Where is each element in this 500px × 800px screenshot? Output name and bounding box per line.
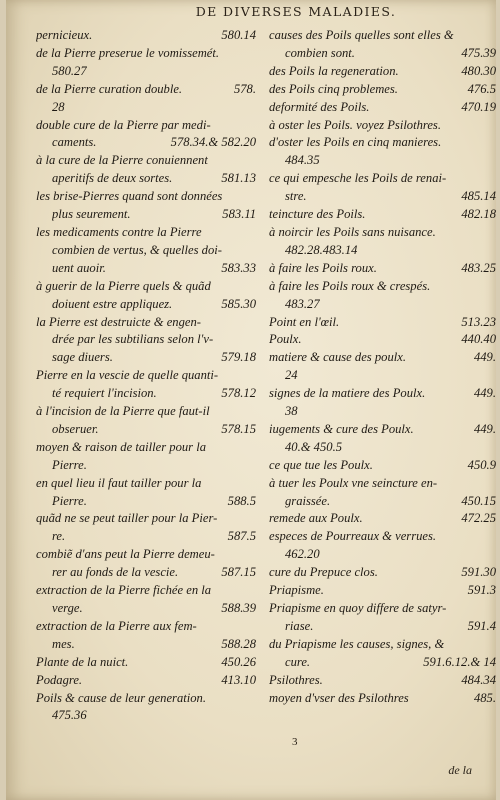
page-reference: 587.15 (221, 565, 256, 580)
index-entry-line (269, 636, 496, 654)
index-entry-line (36, 27, 256, 45)
index-entry-line (269, 331, 496, 349)
index-entry-line (269, 403, 496, 421)
entry-text: re. (52, 529, 66, 544)
entry-text: pernicieux. (36, 28, 93, 42)
index-entry-line (36, 618, 256, 636)
entry-text: 462.20 (285, 547, 320, 562)
index-entry-line (36, 385, 256, 403)
entry-text: à l'incision de la Pierre que faut-il (36, 404, 210, 419)
index-entry-line (269, 296, 496, 314)
entry-text: verge. (52, 601, 83, 615)
entry-text: ce qui empesche les Poils de renai- (269, 171, 447, 186)
index-entry-line (36, 475, 256, 493)
index-entry (269, 117, 496, 135)
entry-text: Point en l'œil. (269, 314, 340, 329)
index-entry-line (36, 403, 256, 421)
index-entry-line (269, 493, 496, 511)
index-entry-line (36, 636, 256, 654)
page-reference: 591.30 (461, 565, 496, 580)
entry-text: sage diuers. (52, 350, 113, 365)
entry-text: à la cure de la Pierre conuiennent (36, 153, 208, 168)
entry-text: à oster les Poils. voyez Psilothres. (269, 117, 441, 132)
entry-text: uent auoir. (52, 260, 106, 275)
index-entry-line (269, 152, 496, 170)
entry-text: deformité des Poils. (269, 99, 370, 114)
entry-text: moyen d'vser des Psilothres (269, 690, 409, 705)
entry-text: Pierre. (52, 493, 87, 508)
index-entry (269, 278, 496, 314)
entry-text: extraction de la Pierre fichée en la (36, 583, 212, 598)
entry-text: cure. (285, 654, 311, 669)
page-reference: 591.6.12.& 14 (423, 654, 496, 669)
entry-text: à noircir les Poils sans nuisance. (269, 224, 436, 239)
entry-text: la Pierre est destruicte & engen- (36, 314, 201, 329)
index-entry-line (36, 582, 256, 600)
entry-text: 28 (52, 99, 65, 114)
entry-text: des Poils la regeneration. (269, 63, 399, 78)
index-entry-line (36, 296, 256, 314)
entry-text: drée par les subtilians selon l'v- (52, 332, 214, 347)
entry-text: Priapisme en quoy differe de satyr- (269, 601, 447, 615)
index-entry (36, 690, 256, 726)
index-entry (36, 582, 256, 618)
index-column-left (36, 27, 256, 725)
page-reference: 413.10 (221, 672, 256, 687)
page-reference: 485.14 (461, 189, 496, 204)
index-entry (269, 349, 496, 385)
page-reference: 482.18 (461, 207, 496, 222)
entry-text: Pierre en la vescie de quelle quanti- (36, 368, 219, 383)
index-entry (36, 278, 256, 314)
index-entry-line (269, 349, 496, 367)
entry-text: caments. (52, 135, 97, 150)
entry-text: 483.27 (285, 296, 320, 311)
entry-text: remede aux Poulx. (269, 511, 363, 526)
entry-text: causes des Poils quelles sont elles & (269, 28, 454, 42)
index-entry (36, 403, 256, 439)
entry-text: 38 (285, 404, 298, 419)
page-reference: 578.12 (221, 386, 256, 401)
index-entry-line (269, 582, 496, 600)
index-entry (36, 45, 256, 81)
index-entry-line (36, 224, 256, 242)
index-entry-line (36, 278, 256, 296)
index-entry (269, 600, 496, 636)
index-entry-line (36, 314, 256, 332)
index-entry-line (36, 367, 256, 385)
entry-text: moyen & raison de tailler pour la (36, 439, 207, 454)
entry-text: des Poils cinq problemes. (269, 81, 398, 96)
entry-text: 24 (285, 368, 298, 383)
entry-text: 484.35 (285, 153, 320, 168)
index-entry (269, 224, 496, 260)
entry-text: 580.27 (52, 63, 87, 78)
page-reference: 578.15 (221, 421, 256, 436)
entry-text: Priapisme. (269, 583, 324, 598)
index-entry-line (36, 707, 256, 725)
entry-text: à faire les Poils roux. (269, 260, 377, 275)
entry-text: riase. (285, 618, 314, 633)
index-entry-line (36, 528, 256, 546)
index-entry-line (269, 457, 496, 475)
page-reference: 578.34.& 582.20 (170, 135, 256, 150)
index-entry (269, 510, 496, 528)
entry-text: à tuer les Poulx vne seincture en- (269, 475, 438, 490)
index-entry (36, 367, 256, 403)
index-entry-line (36, 690, 256, 708)
index-entry (269, 170, 496, 206)
index-entry-line (36, 81, 256, 99)
index-entry-line (36, 493, 256, 511)
entry-text: stre. (285, 189, 307, 204)
index-entry (36, 510, 256, 546)
index-entry-line (269, 99, 496, 117)
page-reference: 588.5 (227, 493, 256, 508)
index-entry-line (36, 63, 256, 81)
page-reference: 585.30 (221, 296, 256, 311)
index-entry (36, 672, 256, 690)
entry-text: Poils & cause de leur generation. (36, 690, 206, 705)
page-reference: 583.11 (222, 207, 256, 222)
entry-text: Plante de la nuict. (36, 654, 129, 669)
entry-text: Poulx. (269, 332, 302, 347)
index-entry-line (269, 475, 496, 493)
index-entry-line (36, 117, 256, 135)
page-reference: 484.34 (461, 672, 496, 687)
index-entry-line (269, 528, 496, 546)
index-entry (36, 224, 256, 278)
index-entry-line (269, 170, 496, 188)
index-entry-line (269, 439, 496, 457)
index-entry (36, 27, 256, 45)
signature-mark: 3 (292, 736, 298, 748)
index-entry (269, 457, 496, 475)
index-entry-line (269, 385, 496, 403)
page-reference: 449. (473, 350, 496, 365)
index-entry (36, 188, 256, 224)
entry-text: de la Pierre curation double. (36, 81, 183, 96)
entry-text: combiẽ d'ans peut la Pierre demeu- (36, 547, 215, 562)
index-entry (36, 152, 256, 188)
index-entry-line (269, 188, 496, 206)
index-entry-line (36, 457, 256, 475)
page-reference: 588.28 (221, 636, 256, 651)
entry-text: signes de la matiere des Poulx. (269, 386, 426, 401)
index-entry (269, 314, 496, 332)
index-entry (269, 63, 496, 81)
page-reference: 588.39 (221, 601, 256, 615)
entry-text: plus seurement. (52, 207, 131, 222)
page-reference: 581.13 (221, 171, 256, 186)
index-entry-line (36, 421, 256, 439)
entry-text: à guerir de la Pierre quels & quãd (36, 278, 211, 293)
index-entry (269, 206, 496, 224)
index-entry-line (269, 367, 496, 385)
entry-text: iugements & cure des Poulx. (269, 421, 414, 436)
index-entry (36, 314, 256, 368)
index-entry (36, 81, 256, 117)
entry-text: rer au fonds de la vescie. (52, 565, 179, 580)
index-entry (36, 654, 256, 672)
index-entry-line (36, 242, 256, 260)
index-entry-line (36, 672, 256, 690)
index-entry-line (269, 242, 496, 260)
index-entry-line (36, 654, 256, 672)
index-entry (269, 421, 496, 457)
index-column-right (269, 27, 496, 707)
index-entry-line (269, 546, 496, 564)
entry-text: quãd ne se peut tailler pour la Pier- (36, 511, 218, 526)
index-entry-line (269, 618, 496, 636)
index-entry-line (36, 439, 256, 457)
index-entry-line (36, 349, 256, 367)
index-entry (269, 672, 496, 690)
index-entry (36, 546, 256, 582)
page-reference: 450.9 (467, 457, 496, 472)
index-entry-line (36, 331, 256, 349)
page-reference: 591.4 (467, 618, 496, 633)
index-entry-line (269, 206, 496, 224)
entry-text: graissée. (285, 493, 331, 508)
index-entry-line (36, 45, 256, 63)
page-reference: 483.25 (461, 260, 496, 275)
page-reference: 583.33 (221, 260, 256, 275)
index-entry-line (269, 314, 496, 332)
index-entry (269, 528, 496, 564)
index-entry (269, 331, 496, 349)
index-entry (269, 690, 496, 708)
entry-text: cure du Prepuce clos. (269, 565, 378, 580)
entry-text: 475.36 (52, 708, 87, 723)
index-entry-line (269, 510, 496, 528)
page-reference: 450.26 (221, 654, 256, 669)
index-entry-line (269, 278, 496, 296)
index-entry-line (269, 134, 496, 152)
index-entry-line (269, 672, 496, 690)
index-entry-line (269, 260, 496, 278)
index-entry (36, 117, 256, 153)
page-reference: 476.5 (467, 81, 496, 96)
entry-text: obseruer. (52, 421, 99, 436)
index-entry-line (36, 99, 256, 117)
index-entry (36, 439, 256, 475)
page-reference: 587.5 (227, 529, 256, 544)
page-reference: 472.25 (461, 511, 496, 526)
index-entry-line (36, 546, 256, 564)
index-entry (269, 134, 496, 170)
entry-text: double cure de la Pierre par medi- (36, 117, 211, 132)
index-entry-line (269, 117, 496, 135)
entry-text: ce que tue les Poulx. (269, 457, 373, 472)
entry-text: en quel lieu il faut tailler pour la (36, 475, 202, 490)
page-reference: 480.30 (461, 63, 496, 78)
index-entry-line (269, 654, 496, 672)
index-entry-line (269, 63, 496, 81)
index-entry-line (269, 690, 496, 708)
page-reference: 475.39 (461, 45, 496, 60)
entry-text: à faire les Poils roux & crespés. (269, 278, 431, 293)
index-entry-line (269, 421, 496, 439)
entry-text: té requiert l'incision. (52, 386, 157, 401)
index-entry (269, 475, 496, 511)
book-page (6, 0, 496, 800)
catchword: de la (448, 763, 472, 777)
page-reference: 470.19 (461, 99, 496, 114)
index-entry-line (36, 170, 256, 188)
entry-text: 40.& 450.5 (285, 439, 343, 454)
entry-text: doiuent estre appliquez. (52, 296, 173, 311)
entry-text: mes. (52, 636, 75, 651)
index-entry-line (36, 260, 256, 278)
entry-text: 482.28.483.14 (285, 242, 358, 257)
index-entry (269, 636, 496, 672)
index-entry-line (269, 27, 496, 45)
page-reference: 580.14 (221, 28, 256, 42)
index-entry-line (36, 564, 256, 582)
index-entry (269, 27, 496, 63)
page-reference: 591.3 (467, 583, 496, 598)
index-entry-line (36, 600, 256, 618)
index-entry (269, 564, 496, 582)
index-entry (269, 81, 496, 99)
entry-text: combien de vertus, & quelles doi- (52, 242, 222, 257)
page-reference: 485. (473, 690, 496, 705)
page-reference: 578. (233, 81, 256, 96)
index-entry (269, 582, 496, 600)
entry-text: Podagre. (36, 672, 83, 687)
index-entry-line (36, 188, 256, 206)
index-entry (269, 260, 496, 278)
index-entry (269, 385, 496, 421)
entry-text: Pierre. (52, 457, 87, 472)
entry-text: teincture des Poils. (269, 207, 366, 222)
index-entry-line (269, 224, 496, 242)
entry-text: combien sont. (285, 45, 355, 60)
index-entry-line (36, 510, 256, 528)
entry-text: matiere & cause des poulx. (269, 350, 406, 365)
entry-text: de la Pierre preserue le vomissemét. (36, 45, 220, 60)
entry-text: les medicaments contre la Pierre (36, 224, 202, 239)
entry-text: especes de Pourreaux & verrues. (269, 529, 437, 544)
index-entry-line (36, 152, 256, 170)
index-entry-line (269, 45, 496, 63)
entry-text: du Priapisme les causes, signes, & (269, 636, 445, 651)
index-entry-line (36, 206, 256, 224)
page-reference: 449. (473, 386, 496, 401)
entry-text: aperitifs de deux sortes. (52, 171, 173, 186)
page-reference: 450.15 (461, 493, 496, 508)
index-entry-line (269, 564, 496, 582)
running-head: DE DIVERSES MALADIES. (195, 4, 397, 19)
page-reference: 449. (473, 421, 496, 436)
page-reference: 513.23 (461, 314, 496, 329)
index-entry-line (269, 81, 496, 99)
page-reference: 579.18 (221, 350, 256, 365)
page-reference: 440.40 (461, 332, 496, 347)
index-entry (36, 618, 256, 654)
index-entry (269, 99, 496, 117)
entry-text: Psilothres. (269, 672, 323, 687)
entry-text: d'oster les Poils en cinq manieres. (269, 135, 442, 150)
index-entry-line (269, 600, 496, 618)
entry-text: les brise-Pierres quand sont données (36, 189, 223, 204)
entry-text: extraction de la Pierre aux fem- (36, 618, 197, 633)
index-entry (36, 475, 256, 511)
index-entry-line (36, 134, 256, 152)
